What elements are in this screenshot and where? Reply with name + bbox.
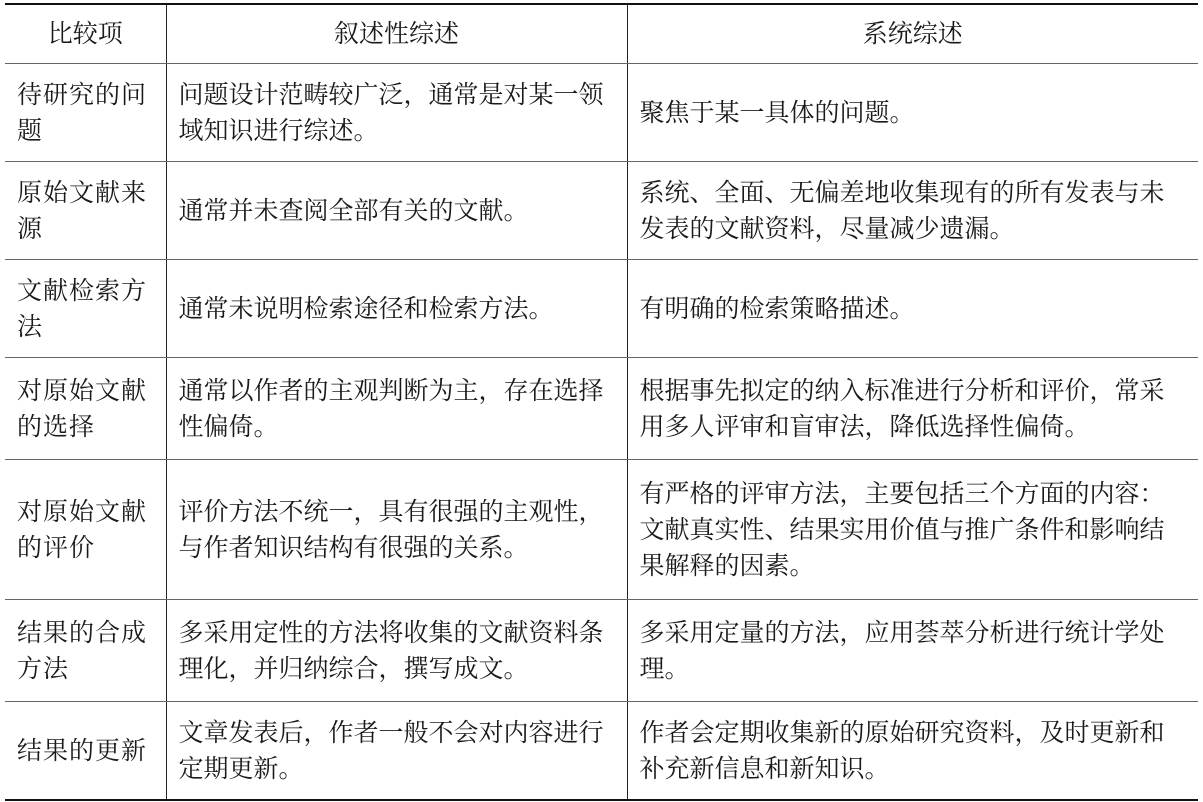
table-header [5,4,1198,64]
row-narrative: 问题设计范畴较广泛，通常是对某一领域知识进行综述。 [166,64,627,162]
row-item: 结果的更新 [5,702,166,801]
row-systematic: 聚焦于某一具体的问题。 [627,64,1198,162]
row-narrative: 通常以作者的主观判断为主，存在选择性偏倚。 [166,358,627,460]
comparison-table [5,3,1198,801]
table-row [5,600,1198,702]
row-systematic: 多采用定量的方法，应用荟萃分析进行统计学处理。 [627,600,1198,702]
table-row [5,64,1198,162]
row-narrative: 通常未说明检索途径和检索方法。 [166,260,627,358]
table-row [5,358,1198,460]
table-row [5,702,1198,801]
row-item: 原始文献来源 [5,162,166,260]
header-narrative-review: 叙述性综述 [166,4,627,64]
header-systematic-review: 系统综述 [627,4,1198,64]
row-systematic: 有严格的评审方法，主要包括三个方面的内容：文献真实性、结果实用价值与推广条件和影响结果解释的因素。 [627,460,1198,600]
header-item: 比较项 [5,4,166,64]
table-row [5,460,1198,600]
row-systematic: 有明确的检索策略描述。 [627,260,1198,358]
row-item: 对原始文献的选择 [5,358,166,460]
table-body [5,64,1198,801]
row-systematic: 作者会定期收集新的原始研究资料，及时更新和补充新信息和新知识。 [627,702,1198,801]
row-narrative: 评价方法不统一，具有很强的主观性，与作者知识结构有很强的关系。 [166,460,627,600]
header-row [5,4,1198,64]
table-row [5,260,1198,358]
row-narrative: 文章发表后，作者一般不会对内容进行定期更新。 [166,702,627,801]
row-systematic: 系统、全面、无偏差地收集现有的所有发表与未发表的文献资料，尽量减少遗漏。 [627,162,1198,260]
row-item: 待研究的问题 [5,64,166,162]
row-narrative: 通常并未查阅全部有关的文献。 [166,162,627,260]
row-item: 文献检索方法 [5,260,166,358]
row-item: 结果的合成方法 [5,600,166,702]
table-row [5,162,1198,260]
row-narrative: 多采用定性的方法将收集的文献资料条理化，并归纳综合，撰写成文。 [166,600,627,702]
row-item: 对原始文献的评价 [5,460,166,600]
row-systematic: 根据事先拟定的纳入标准进行分析和评价，常采用多人评审和盲审法，降低选择性偏倚。 [627,358,1198,460]
